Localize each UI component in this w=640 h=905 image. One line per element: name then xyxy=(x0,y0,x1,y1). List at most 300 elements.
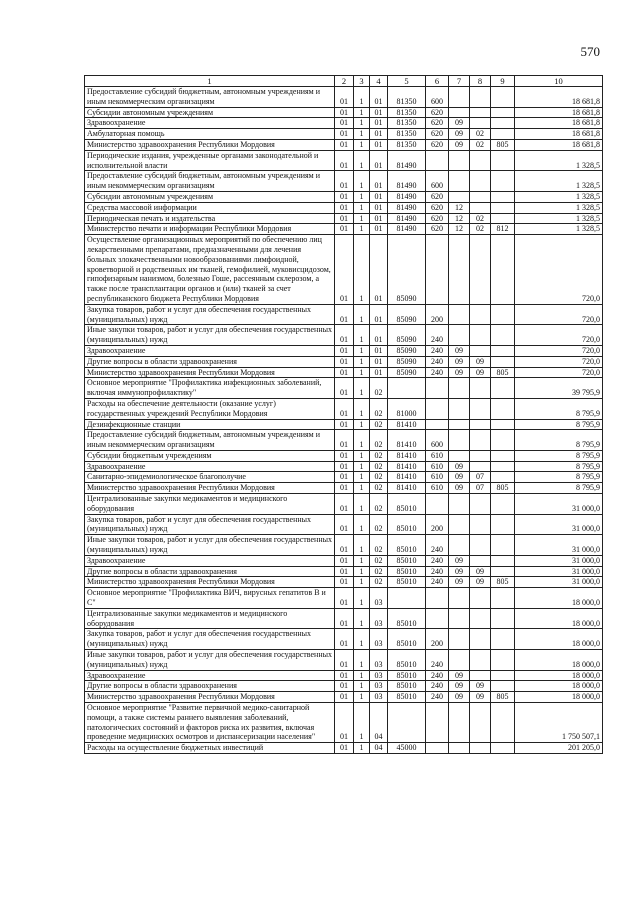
code-subprogram: 1 xyxy=(354,171,370,192)
row-name: Дезинфекционные станции xyxy=(85,419,335,430)
code-subsection: 07 xyxy=(470,483,491,494)
code-event: 01 xyxy=(370,224,388,235)
code-event: 03 xyxy=(370,588,388,609)
row-name: Другие вопросы в области здравоохранения xyxy=(85,356,335,367)
code-subprogram: 1 xyxy=(354,472,370,483)
code-direction: 81490 xyxy=(388,171,426,192)
code-event: 01 xyxy=(370,304,388,325)
code-section xyxy=(449,650,470,671)
table-row xyxy=(85,139,603,150)
code-subprogram: 1 xyxy=(354,430,370,451)
row-name: Иные закупки товаров, работ и услуг для обеспечения государственных (муниципальных) нужд xyxy=(85,325,335,346)
code-subprogram: 1 xyxy=(354,494,370,515)
row-amount: 720,0 xyxy=(515,345,603,356)
code-direction: 85090 xyxy=(388,356,426,367)
row-name: Субсидии автономным учреждениям xyxy=(85,107,335,118)
code-event: 02 xyxy=(370,461,388,472)
code-event: 01 xyxy=(370,118,388,129)
code-event: 03 xyxy=(370,629,388,650)
code-subprogram: 1 xyxy=(354,703,370,743)
code-subsection xyxy=(470,191,491,202)
row-name: Расходы на осуществление бюджетных инвестиций xyxy=(85,743,335,754)
code-ministry: 805 xyxy=(491,139,515,150)
code-expense-type xyxy=(426,150,449,171)
table-row xyxy=(85,129,603,140)
code-subsection: 09 xyxy=(470,367,491,378)
code-subsection: 09 xyxy=(470,566,491,577)
code-subsection: 02 xyxy=(470,139,491,150)
row-name: Субсидии автономным учреждениям xyxy=(85,191,335,202)
code-expense-type: 240 xyxy=(426,555,449,566)
row-amount: 31 000,0 xyxy=(515,514,603,535)
code-expense-type: 240 xyxy=(426,356,449,367)
code-event: 02 xyxy=(370,494,388,515)
code-program: 01 xyxy=(335,171,354,192)
code-subprogram: 1 xyxy=(354,681,370,692)
code-event: 02 xyxy=(370,555,388,566)
code-expense-type xyxy=(426,588,449,609)
row-amount: 31 000,0 xyxy=(515,566,603,577)
code-ministry xyxy=(491,472,515,483)
code-section xyxy=(449,450,470,461)
code-event: 02 xyxy=(370,398,388,419)
code-section: 09 xyxy=(449,566,470,577)
code-section xyxy=(449,87,470,108)
row-name: Предоставление субсидий бюджетным, автономным учреждениям и иным некоммерческим организациям xyxy=(85,87,335,108)
row-amount: 31 000,0 xyxy=(515,577,603,588)
code-direction: 85010 xyxy=(388,608,426,629)
code-ministry xyxy=(491,588,515,609)
code-subprogram: 1 xyxy=(354,588,370,609)
code-subsection xyxy=(470,171,491,192)
code-subprogram: 1 xyxy=(354,345,370,356)
row-name: Закупка товаров, работ и услуг для обеспечения государственных (муниципальных) нужд xyxy=(85,514,335,535)
code-event: 03 xyxy=(370,650,388,671)
table-row xyxy=(85,419,603,430)
column-header: 2 xyxy=(335,76,354,87)
row-amount: 8 795,9 xyxy=(515,461,603,472)
code-subprogram: 1 xyxy=(354,224,370,235)
code-direction: 81410 xyxy=(388,450,426,461)
code-direction: 45000 xyxy=(388,743,426,754)
row-name: Предоставление субсидий бюджетным, автономным учреждениям и иным некоммерческим организациям xyxy=(85,171,335,192)
code-expense-type: 620 xyxy=(426,213,449,224)
code-direction xyxy=(388,378,426,399)
code-program: 01 xyxy=(335,139,354,150)
code-subprogram: 1 xyxy=(354,419,370,430)
code-direction xyxy=(388,588,426,609)
code-ministry xyxy=(491,514,515,535)
table-row xyxy=(85,608,603,629)
code-direction xyxy=(388,703,426,743)
code-program: 01 xyxy=(335,535,354,556)
code-expense-type: 610 xyxy=(426,472,449,483)
code-direction: 81490 xyxy=(388,224,426,235)
row-name: Основное мероприятие "Профилактика ВИЧ, вирусных гепатитов В и С" xyxy=(85,588,335,609)
code-subprogram: 1 xyxy=(354,367,370,378)
code-ministry xyxy=(491,681,515,692)
code-section: 09 xyxy=(449,681,470,692)
code-subprogram: 1 xyxy=(354,235,370,305)
code-expense-type: 620 xyxy=(426,129,449,140)
code-event: 02 xyxy=(370,514,388,535)
row-name: Другие вопросы в области здравоохранения xyxy=(85,566,335,577)
code-program: 01 xyxy=(335,191,354,202)
row-amount: 720,0 xyxy=(515,367,603,378)
code-subsection xyxy=(470,150,491,171)
code-ministry: 805 xyxy=(491,692,515,703)
row-name: Другие вопросы в области здравоохранения xyxy=(85,681,335,692)
code-event: 01 xyxy=(370,171,388,192)
table-row xyxy=(85,325,603,346)
code-event: 02 xyxy=(370,450,388,461)
row-amount: 201 205,0 xyxy=(515,743,603,754)
column-header: 5 xyxy=(388,76,426,87)
column-header: 4 xyxy=(370,76,388,87)
code-subsection xyxy=(470,629,491,650)
code-ministry xyxy=(491,743,515,754)
row-name: Расходы на обеспечение деятельности (оказание услуг) государственных учреждений Республики Мордовия xyxy=(85,398,335,419)
row-amount: 1 328,5 xyxy=(515,191,603,202)
code-section xyxy=(449,588,470,609)
row-amount: 31 000,0 xyxy=(515,555,603,566)
code-direction: 85010 xyxy=(388,535,426,556)
row-amount: 8 795,9 xyxy=(515,450,603,461)
row-name: Министерство здравоохранения Республики Мордовия xyxy=(85,692,335,703)
code-subprogram: 1 xyxy=(354,118,370,129)
table-row xyxy=(85,191,603,202)
code-subsection: 09 xyxy=(470,692,491,703)
code-section xyxy=(449,494,470,515)
code-expense-type: 600 xyxy=(426,171,449,192)
code-direction: 81350 xyxy=(388,118,426,129)
code-direction: 81350 xyxy=(388,87,426,108)
code-subprogram: 1 xyxy=(354,87,370,108)
row-amount: 18 000,0 xyxy=(515,681,603,692)
table-row xyxy=(85,87,603,108)
code-program: 01 xyxy=(335,430,354,451)
table-row xyxy=(85,588,603,609)
code-subprogram: 1 xyxy=(354,670,370,681)
code-section: 09 xyxy=(449,692,470,703)
row-amount: 31 000,0 xyxy=(515,535,603,556)
row-amount: 18 000,0 xyxy=(515,608,603,629)
table-row xyxy=(85,235,603,305)
code-direction: 81490 xyxy=(388,213,426,224)
code-direction: 85090 xyxy=(388,367,426,378)
code-expense-type: 240 xyxy=(426,535,449,556)
table-row xyxy=(85,450,603,461)
table-row xyxy=(85,670,603,681)
code-ministry xyxy=(491,235,515,305)
row-name: Основное мероприятие "Развитие первичной медико-санитарной помощи, а также системы раннего выявления заболеваний, патологических состояний и факторов риска их развития, включая проведение медицинских осмотров и диспансеризации населения" xyxy=(85,703,335,743)
row-amount: 39 795,9 xyxy=(515,378,603,399)
table-row xyxy=(85,398,603,419)
code-expense-type: 200 xyxy=(426,304,449,325)
code-section xyxy=(449,419,470,430)
code-subprogram: 1 xyxy=(354,304,370,325)
code-program: 01 xyxy=(335,419,354,430)
code-program: 01 xyxy=(335,588,354,609)
code-subprogram: 1 xyxy=(354,398,370,419)
code-expense-type: 600 xyxy=(426,430,449,451)
code-program: 01 xyxy=(335,629,354,650)
code-event: 02 xyxy=(370,430,388,451)
code-event: 02 xyxy=(370,378,388,399)
row-name: Министерство печати и информации Республики Мордовия xyxy=(85,224,335,235)
row-name: Амбулаторная помощь xyxy=(85,129,335,140)
code-program: 01 xyxy=(335,450,354,461)
row-amount: 8 795,9 xyxy=(515,430,603,451)
row-amount: 1 328,5 xyxy=(515,213,603,224)
table-row xyxy=(85,743,603,754)
row-name: Министерство здравоохранения Республики Мордовия xyxy=(85,483,335,494)
row-name: Здравоохранение xyxy=(85,461,335,472)
code-direction: 85010 xyxy=(388,555,426,566)
table-row xyxy=(85,629,603,650)
code-subsection xyxy=(470,670,491,681)
row-amount: 1 328,5 xyxy=(515,224,603,235)
code-event: 01 xyxy=(370,87,388,108)
code-event: 02 xyxy=(370,535,388,556)
table-row xyxy=(85,703,603,743)
code-event: 03 xyxy=(370,692,388,703)
code-subprogram: 1 xyxy=(354,213,370,224)
code-expense-type xyxy=(426,235,449,305)
code-subsection xyxy=(470,398,491,419)
row-name: Здравоохранение xyxy=(85,670,335,681)
table-row xyxy=(85,304,603,325)
code-event: 02 xyxy=(370,566,388,577)
code-subprogram: 1 xyxy=(354,378,370,399)
table-row xyxy=(85,472,603,483)
row-name: Субсидии бюджетным учреждениям xyxy=(85,450,335,461)
code-direction: 85010 xyxy=(388,692,426,703)
code-subprogram: 1 xyxy=(354,202,370,213)
code-section xyxy=(449,304,470,325)
row-amount: 18 681,8 xyxy=(515,139,603,150)
code-subsection: 09 xyxy=(470,681,491,692)
code-direction: 81410 xyxy=(388,461,426,472)
code-direction: 85010 xyxy=(388,681,426,692)
code-expense-type xyxy=(426,743,449,754)
code-subprogram: 1 xyxy=(354,743,370,754)
code-program: 01 xyxy=(335,107,354,118)
table-row xyxy=(85,692,603,703)
table-row xyxy=(85,566,603,577)
code-direction: 81490 xyxy=(388,202,426,213)
code-section: 09 xyxy=(449,129,470,140)
code-ministry xyxy=(491,450,515,461)
code-subsection xyxy=(470,378,491,399)
row-name: Министерство здравоохранения Республики Мордовия xyxy=(85,367,335,378)
code-event: 02 xyxy=(370,472,388,483)
code-ministry xyxy=(491,461,515,472)
column-header: 10 xyxy=(515,76,603,87)
code-expense-type: 620 xyxy=(426,224,449,235)
code-section: 12 xyxy=(449,224,470,235)
code-program: 01 xyxy=(335,345,354,356)
code-subprogram: 1 xyxy=(354,555,370,566)
row-amount: 8 795,9 xyxy=(515,419,603,430)
table-row xyxy=(85,681,603,692)
code-program: 01 xyxy=(335,202,354,213)
code-ministry: 812 xyxy=(491,224,515,235)
code-event: 02 xyxy=(370,419,388,430)
code-subprogram: 1 xyxy=(354,535,370,556)
code-section xyxy=(449,235,470,305)
code-program: 01 xyxy=(335,367,354,378)
code-direction: 81410 xyxy=(388,483,426,494)
code-program: 01 xyxy=(335,224,354,235)
code-subprogram: 1 xyxy=(354,629,370,650)
code-subprogram: 1 xyxy=(354,150,370,171)
code-ministry xyxy=(491,608,515,629)
code-direction: 85090 xyxy=(388,235,426,305)
budget-table xyxy=(84,75,603,754)
code-program: 01 xyxy=(335,461,354,472)
table-row xyxy=(85,650,603,671)
code-subsection xyxy=(470,107,491,118)
table-row xyxy=(85,577,603,588)
code-ministry: 805 xyxy=(491,367,515,378)
page-number: 570 xyxy=(580,44,600,59)
row-name: Иные закупки товаров, работ и услуг для обеспечения государственных (муниципальных) нужд xyxy=(85,535,335,556)
row-amount: 18 000,0 xyxy=(515,588,603,609)
code-event: 01 xyxy=(370,367,388,378)
code-expense-type: 620 xyxy=(426,107,449,118)
table-row xyxy=(85,494,603,515)
code-program: 01 xyxy=(335,483,354,494)
code-direction: 85010 xyxy=(388,670,426,681)
code-subprogram: 1 xyxy=(354,107,370,118)
code-section: 09 xyxy=(449,483,470,494)
code-direction: 85010 xyxy=(388,650,426,671)
code-subsection xyxy=(470,588,491,609)
code-expense-type: 200 xyxy=(426,629,449,650)
code-direction: 85090 xyxy=(388,345,426,356)
code-direction: 85010 xyxy=(388,629,426,650)
code-ministry xyxy=(491,191,515,202)
code-program: 01 xyxy=(335,118,354,129)
code-subprogram: 1 xyxy=(354,129,370,140)
code-section: 09 xyxy=(449,555,470,566)
code-expense-type xyxy=(426,608,449,629)
code-subsection xyxy=(470,345,491,356)
code-expense-type: 600 xyxy=(426,87,449,108)
row-amount: 1 328,5 xyxy=(515,150,603,171)
table-row xyxy=(85,202,603,213)
table-row xyxy=(85,118,603,129)
code-section xyxy=(449,150,470,171)
row-name: Централизованные закупки медикаментов и медицинского оборудования xyxy=(85,494,335,515)
code-section: 09 xyxy=(449,472,470,483)
code-expense-type: 610 xyxy=(426,461,449,472)
table-row xyxy=(85,213,603,224)
code-subsection xyxy=(470,494,491,515)
row-name: Министерство здравоохранения Республики Мордовия xyxy=(85,139,335,150)
code-program: 01 xyxy=(335,670,354,681)
code-subsection: 02 xyxy=(470,213,491,224)
code-section: 09 xyxy=(449,118,470,129)
column-header: 3 xyxy=(354,76,370,87)
row-amount: 18 681,8 xyxy=(515,107,603,118)
code-event: 02 xyxy=(370,577,388,588)
code-program: 01 xyxy=(335,566,354,577)
table-row xyxy=(85,555,603,566)
code-program: 01 xyxy=(335,650,354,671)
code-section: 09 xyxy=(449,345,470,356)
code-ministry xyxy=(491,118,515,129)
row-name: Здравоохранение xyxy=(85,118,335,129)
code-subsection xyxy=(470,555,491,566)
code-subprogram: 1 xyxy=(354,461,370,472)
code-subsection xyxy=(470,235,491,305)
code-section: 09 xyxy=(449,139,470,150)
code-section xyxy=(449,743,470,754)
code-direction: 81490 xyxy=(388,191,426,202)
code-expense-type: 610 xyxy=(426,450,449,461)
code-subsection: 09 xyxy=(470,577,491,588)
row-name: Средства массовой информации xyxy=(85,202,335,213)
code-direction: 81410 xyxy=(388,430,426,451)
code-expense-type: 620 xyxy=(426,118,449,129)
code-program: 01 xyxy=(335,129,354,140)
code-subprogram: 1 xyxy=(354,566,370,577)
table-row xyxy=(85,461,603,472)
table-row xyxy=(85,514,603,535)
code-subsection xyxy=(470,202,491,213)
code-program: 01 xyxy=(335,150,354,171)
code-event: 01 xyxy=(370,191,388,202)
code-section: 09 xyxy=(449,461,470,472)
row-amount: 1 328,5 xyxy=(515,202,603,213)
row-name: Осуществление организационных мероприятий по обеспечению лиц лекарственными препаратами, предназначенными для лечения больных злокачественными новообразованиями лимфоидной, кроветворной и родственных им тканей, гемофилией, муковисцидозом, гипофизарным нанизмом, болезнью Гоше, рассеянным склерозом, а также после трансплантации органов и (или) тканей за счет республиканского бюджета Республики Мордовия xyxy=(85,235,335,305)
code-program: 01 xyxy=(335,213,354,224)
code-event: 03 xyxy=(370,681,388,692)
code-event: 01 xyxy=(370,325,388,346)
code-subsection xyxy=(470,419,491,430)
code-program: 01 xyxy=(335,494,354,515)
code-ministry xyxy=(491,107,515,118)
code-subsection xyxy=(470,118,491,129)
code-program: 01 xyxy=(335,692,354,703)
code-subprogram: 1 xyxy=(354,650,370,671)
row-amount: 720,0 xyxy=(515,304,603,325)
table-body xyxy=(85,87,603,754)
code-ministry xyxy=(491,378,515,399)
code-direction: 81350 xyxy=(388,107,426,118)
code-subsection xyxy=(470,608,491,629)
code-expense-type: 240 xyxy=(426,670,449,681)
code-program: 01 xyxy=(335,472,354,483)
code-event: 04 xyxy=(370,743,388,754)
code-ministry xyxy=(491,555,515,566)
code-ministry xyxy=(491,650,515,671)
code-section xyxy=(449,378,470,399)
code-section: 12 xyxy=(449,202,470,213)
code-ministry xyxy=(491,398,515,419)
table-row xyxy=(85,367,603,378)
code-expense-type: 240 xyxy=(426,345,449,356)
code-expense-type: 610 xyxy=(426,483,449,494)
code-program: 01 xyxy=(335,87,354,108)
table-row xyxy=(85,483,603,494)
column-header: 1 xyxy=(85,76,335,87)
code-expense-type: 240 xyxy=(426,566,449,577)
code-subprogram: 1 xyxy=(354,139,370,150)
code-subsection xyxy=(470,87,491,108)
